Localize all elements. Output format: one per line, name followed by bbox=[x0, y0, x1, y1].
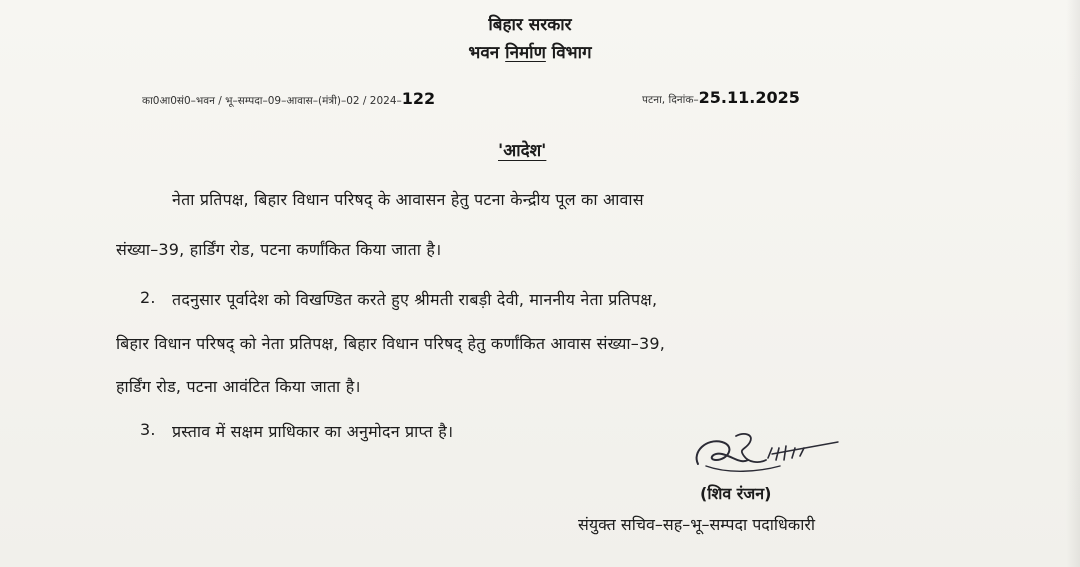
paragraph-1-line-2: संख्या–39, हार्डिंग रोड, पटना कर्णांकित किया जाता है। bbox=[116, 240, 442, 259]
signatory-designation: संयुक्त सचिव–सह–भू–सम्पदा पदाधिकारी bbox=[578, 515, 816, 534]
department-heading bbox=[330, 40, 730, 63]
memo-number: 122 bbox=[401, 89, 436, 108]
paragraph-1-line-1: नेता प्रतिपक्ष, बिहार विधान परिषद् के आवासन हेतु पटना केन्द्रीय पूल का आवास bbox=[172, 190, 644, 209]
government-heading: बिहार सरकार bbox=[488, 15, 572, 35]
memo-reference bbox=[142, 89, 435, 108]
department-underlined: निर्माण bbox=[505, 43, 546, 63]
paragraph-2-line-2: बिहार विधान परिषद् को नेता प्रतिपक्ष, बिहार विधान परिषद् हेतु कर्णांकित आवास संख्या–39, bbox=[116, 334, 666, 353]
handwritten-signature bbox=[688, 430, 858, 482]
signatory-name: (शिव रंजन) bbox=[700, 484, 772, 503]
memo-prefix: का0आ0सं0–भवन / भू–सम्पदा–09–आवास–(मंत्री)–02 / 2024– bbox=[142, 95, 402, 107]
department-suffix: विभाग bbox=[551, 43, 592, 63]
paragraph-2-line-3: हार्डिंग रोड, पटना आवंटित किया जाता है। bbox=[116, 377, 361, 396]
paragraph-3-line-1: प्रस्ताव में सक्षम प्राधिकार का अनुमोदन प्राप्त है। bbox=[172, 422, 454, 441]
paragraph-2-number: 2. bbox=[140, 288, 156, 307]
page-edge-shadow bbox=[1066, 0, 1080, 567]
order-date: 25.11.2025 bbox=[698, 88, 800, 107]
department-prefix: भवन bbox=[468, 43, 500, 63]
paragraph-2-line-1: तदनुसार पूर्वादेश को विखण्डित करते हुए श्रीमती राबड़ी देवी, माननीय नेता प्रतिपक्ष, bbox=[172, 290, 658, 309]
paragraph-3-number: 3. bbox=[140, 420, 156, 439]
place-date-prefix: पटना, दिनांक– bbox=[642, 94, 699, 106]
order-title: 'आदेश' bbox=[498, 141, 547, 161]
place-date bbox=[642, 88, 800, 107]
